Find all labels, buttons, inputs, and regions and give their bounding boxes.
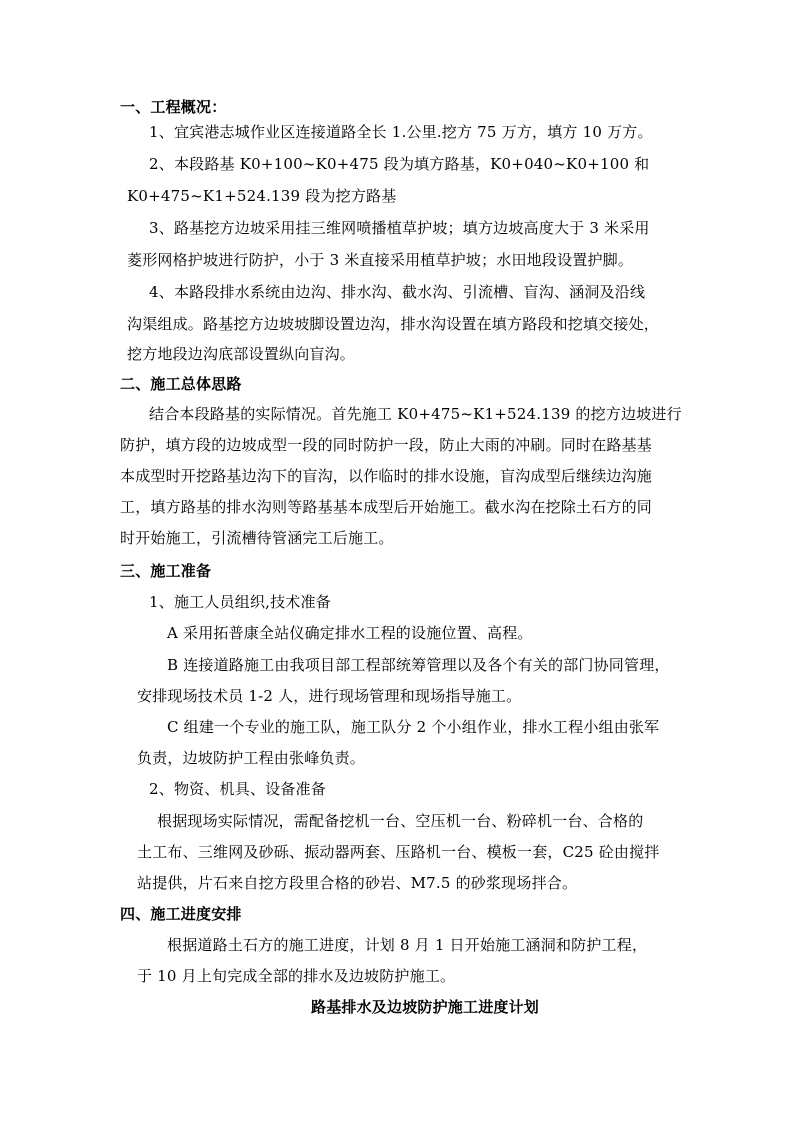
section-3-line: C 组建一个专业的施工队，施工队分 2 个小组作业，排水工程小组由张军 — [167, 718, 660, 736]
section-1-line: K0+475~K1+524.139 段为挖方路基 — [127, 187, 397, 205]
section-2-line: 本成型时开挖路基边沟下的盲沟，以作临时的排水设施，盲沟成型后继续边沟施 — [120, 467, 653, 485]
section-2-line: 工，填方路基的排水沟则等路基基本成型后开始施工。截水沟在挖除土石方的同 — [120, 498, 653, 516]
section-1-line: 沟渠组成。路基挖方边坡坡脚设置边沟，排水沟设置在填方路段和挖填交接处， — [127, 315, 660, 333]
section-2-line: 防护，填方段的边坡成型一段的同时防护一段，防止大雨的冲刷。同时在路基基 — [120, 436, 653, 454]
table-title: 路基排水及边坡防护施工进度计划 — [311, 998, 540, 1016]
section-4-heading: 四、施工进度安排 — [120, 905, 242, 923]
section-3-line: 站提供，片石来自挖方段里合格的砂岩、M7.5 的砂浆现场拌合。 — [137, 874, 578, 892]
section-3-line: 2、物资、机具、设备准备 — [149, 780, 326, 798]
section-1-line: 菱形网格护坡进行防护，小于 3 米直接采用植草护坡；水田地段设置护脚。 — [127, 251, 634, 269]
section-3-line: 负责，边坡防护工程由张峰负责。 — [137, 749, 366, 767]
section-1-line: 2、本段路基 K0+100~K0+475 段为填方路基，K0+040~K0+100 和 — [149, 155, 650, 173]
section-3-line: B 连接道路施工由我项目部工程部统筹管理以及各个有关的部门协同管理， — [167, 656, 670, 674]
section-3-line: A 采用拓普康全站仪确定排水工程的设施位置、高程。 — [167, 624, 533, 642]
section-1-line: 4、本路段排水系统由边沟、排水沟、截水沟、引流槽、盲沟、涵洞及沿线 — [149, 283, 646, 301]
section-2-heading: 二、施工总体思路 — [120, 375, 242, 393]
section-3-heading: 三、施工准备 — [120, 562, 212, 580]
section-3-line: 1、施工人员组织,技术准备 — [149, 593, 331, 611]
section-1-line: 1、宜宾港志城作业区连接道路全长 1.公里.挖方 75 万方，填方 10 万方。 — [149, 123, 653, 141]
section-3-line: 土工布、三维网及砂砾、振动器两套、压路机一台、模板一套，C25 砼由搅拌 — [137, 843, 660, 861]
section-1-line: 挖方地段边沟底部设置纵向盲沟。 — [127, 345, 356, 363]
section-3-line: 安排现场技术员 1-2 人，进行现场管理和现场指导施工。 — [137, 687, 522, 705]
section-1-heading: 一、工程概况： — [120, 98, 227, 116]
section-2-line: 结合本段路基的实际情况。首先施工 K0+475~K1+524.139 的挖方边坡进行 — [149, 405, 682, 423]
section-3-line: 根据现场实际情况，需配备挖机一台、空压机一台、粉碎机一台、合格的 — [157, 812, 644, 830]
section-1-line: 3、路基挖方边坡采用挂三维网喷播植草护坡；填方边坡高度大于 3 米采用 — [149, 219, 650, 237]
section-2-line: 时开始施工，引流槽待管涵完工后施工。 — [120, 529, 394, 547]
section-4-line: 根据道路土石方的施工进度，计划 8 月 1 日开始施工涵洞和防护工程， — [167, 936, 648, 954]
section-4-line: 于 10 月上旬完成全部的排水及边坡防护施工。 — [137, 967, 456, 985]
